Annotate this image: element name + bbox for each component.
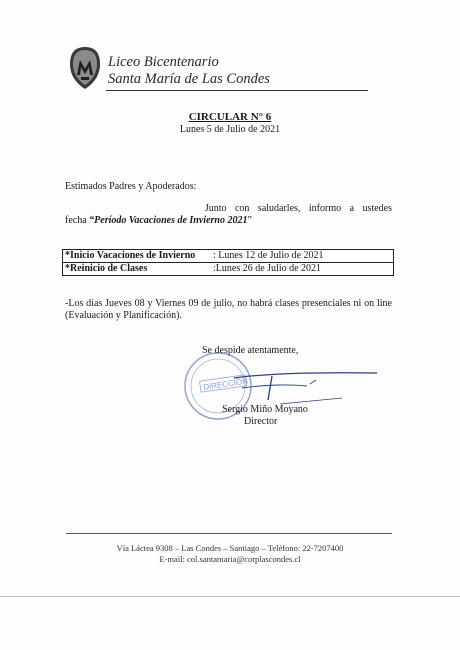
signer-role: Director (244, 416, 278, 427)
farewell: Se despide atentamente, (202, 345, 299, 356)
schedule-value: : Lunes 12 de Julio de 2021 (213, 250, 324, 261)
school-name-line1: Liceo Bicentenario (108, 54, 219, 70)
circular-title: CIRCULAR N° 6 (188, 111, 272, 123)
schedule-row (63, 250, 393, 262)
school-name-line2: Santa María de Las Condes (108, 71, 270, 87)
vacation-period-title: “Período Vacaciones de Invierno 2021 (89, 215, 248, 226)
header-divider (106, 90, 368, 91)
schedule-label: *Inicio Vacaciones de Invierno (65, 250, 196, 261)
greeting: Estimados Padres y Apoderados: (65, 181, 197, 192)
school-name (108, 54, 270, 88)
footer-email: E-mail: col.santamaria@corplascondes.cl (159, 554, 301, 564)
signer-name: Sergio Miño Moyano (222, 404, 308, 415)
circular-date: Lunes 5 de Julio de 2021 (179, 124, 281, 135)
stamp-label: DIRECCIÓN (202, 376, 249, 392)
intro-line-2 (65, 215, 252, 226)
intro-line-1: Junto con saludarles, informo a ustedes (204, 203, 392, 214)
scan-edge-line (0, 596, 460, 597)
intro-prefix: fecha (65, 215, 90, 226)
signer-block (222, 404, 308, 428)
schedule-row (63, 262, 393, 275)
school-crest-logo (68, 46, 102, 90)
no-classes-note: -Los días Jueves 08 y Viernes 09 de julio, no habrá clases presenciales ni on line (Evaluación y Planificación). (65, 298, 392, 321)
intro-suffix: ” (247, 215, 252, 226)
schedule-value: :Lunes 26 de Julio de 2021 (213, 263, 322, 274)
schedule-label: *Reinicio de Clases (65, 263, 148, 274)
footer-divider (66, 533, 392, 534)
footer (0, 543, 460, 565)
schedule-table (62, 249, 394, 276)
footer-address: Vía Láctea 9308 – Las Condes – Santiago – Teléfono: 22-7207400 (116, 543, 344, 553)
